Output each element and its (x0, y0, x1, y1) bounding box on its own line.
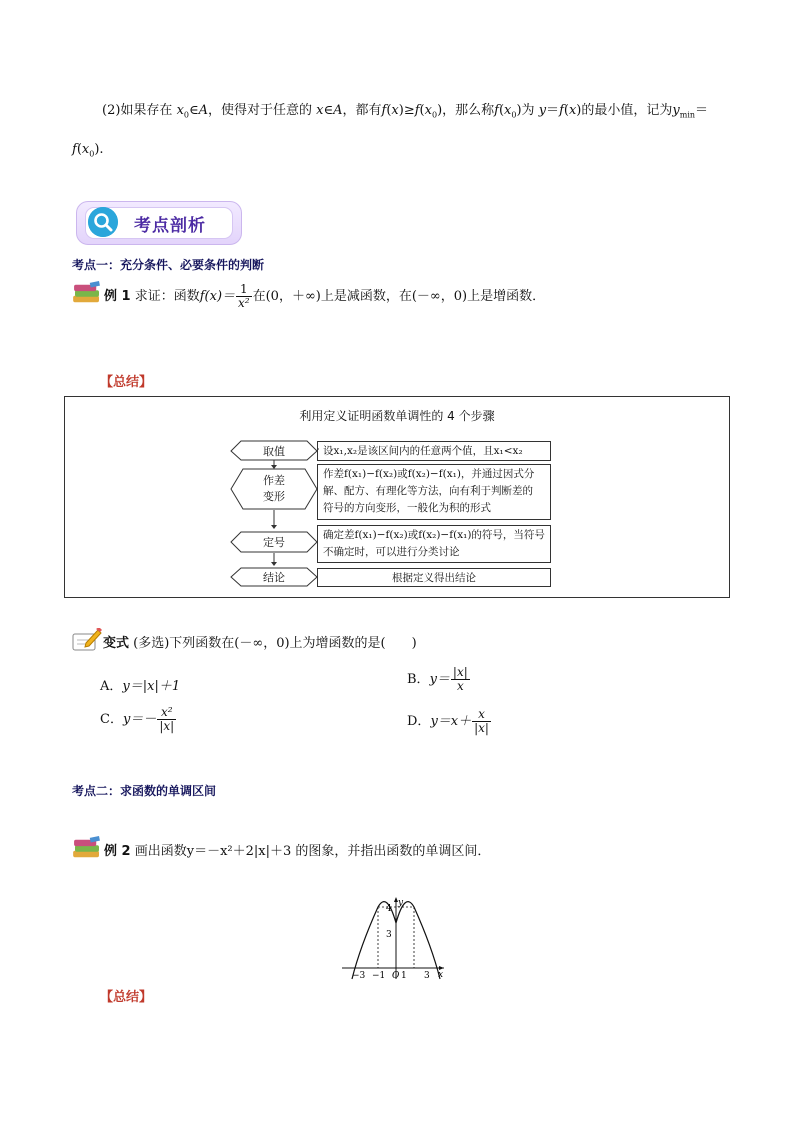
books-icon (70, 836, 104, 860)
y-axis-label: y (398, 898, 404, 908)
definition-paragraph (72, 94, 732, 171)
flowchart-title: 利用定义证明函数单调性的 4 个步骤 (299, 409, 495, 423)
fraction: $\frac{1}{\text{x²}}$ (238, 282, 250, 310)
books-icon (70, 281, 104, 305)
step-desc-1: 设x₁,x₂是该区间内的任意两个值，且x₁<x₂ (317, 441, 551, 461)
point-one-heading: 考点一：充分条件、必要条件的判断 (72, 258, 265, 272)
section-badge (76, 201, 240, 245)
option-d: D．y＝x＋ $\frac{x}{|x|}$ (407, 707, 489, 735)
option-a: A．y＝|x|＋1 (100, 679, 181, 694)
definition-line-2: $f(x_0)$. (72, 141, 104, 159)
x-axis-label: x (438, 970, 444, 980)
notebook-pencil-icon (72, 628, 102, 652)
tick-y-4: 4 (386, 904, 392, 914)
step-desc-4: 根据定义得出结论 (317, 568, 551, 587)
function-graph (340, 895, 450, 980)
tick-x-neg3: −3 (352, 971, 366, 980)
variant-question: 变式 (多选)下列函数在(－∞，0)上为增函数的是( ) (103, 636, 417, 651)
option-c: C．y＝－ $\frac{\text{x²}}{|x|}$ (100, 705, 175, 733)
option-b: B．y＝ $\frac{|x|}{x}$ (407, 665, 468, 693)
variant-label: 变式 (103, 636, 130, 651)
summary-label: 【总结】 (100, 375, 153, 390)
tick-x-1: 1 (401, 971, 407, 980)
example-two: 例 2 画出函数y＝－x²＋2|x|＋3 的图象，并指出函数的单调区间． (104, 844, 491, 859)
badge-title: 考点剖析 (134, 216, 206, 236)
step-name-3: 定号 (263, 536, 285, 549)
example-one: 例 1 求证：函数f(x)＝ $\frac{1}{\text{x²}}$ 在(0，＋∞)上是减函数，在(－∞，0)上是增函数． (104, 282, 546, 310)
definition-line-1: (2)如果存在 $x_0\in A$，使得对于任意的 x∈A，都有$f(x)\ge f(x_0)$，那么称$f(x_0)$为 y＝f(x)的最小值，记为$y_{min}=$ (102, 103, 709, 120)
point-two-heading: 考点二：求函数的单调区间 (72, 784, 217, 798)
tick-y-3: 3 (386, 930, 392, 940)
magnifier-icon (88, 207, 118, 237)
summary-label-2: 【总结】 (100, 990, 153, 1005)
step-name-2: 作差 变形 (263, 474, 285, 503)
step-desc-3: 确定差f(x₁)−f(x₂)或f(x₂)−f(x₁)的符号，当符号 不确定时，可以进行分类讨论 (317, 525, 551, 563)
example-two-label: 例 2 (104, 844, 131, 859)
example-one-label: 例 1 (104, 289, 131, 304)
tick-origin: O (392, 971, 400, 980)
step-desc-2: 作差f(x₁)−f(x₂)或f(x₂)−f(x₁)，并通过因式分 解、配方、有理化等方法，向有利于判断差的 符号的方向变形，一般化为积的形式 (317, 464, 551, 520)
step-name-1: 取值 (263, 445, 285, 458)
tick-x-3: 3 (424, 971, 430, 980)
step-name-4: 结论 (263, 571, 285, 584)
tick-x-neg1: −1 (372, 971, 386, 980)
flowchart-box (64, 396, 730, 598)
